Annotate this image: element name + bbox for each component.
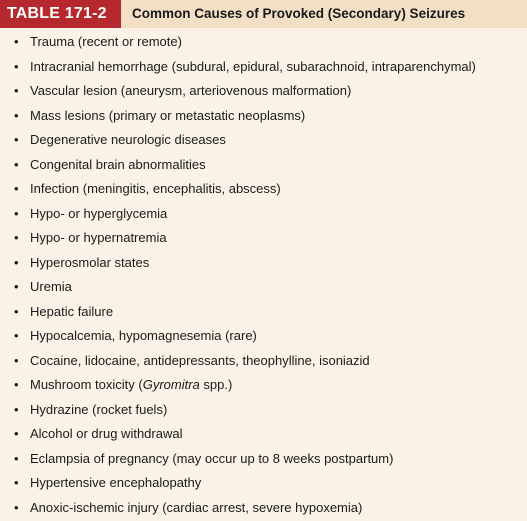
- cause-text: [30, 373, 232, 398]
- list-item: [0, 275, 527, 300]
- list-item: [0, 349, 527, 374]
- cause-text: Alcohol or drug withdrawal: [30, 426, 183, 441]
- bullet-icon: •: [14, 83, 19, 98]
- cause-text: Vascular lesion (aneurysm, arteriovenous malformation): [30, 83, 352, 98]
- cause-text: Eclampsia of pregnancy (may occur up to 8 weeks postpartum): [30, 450, 394, 466]
- bullet-icon: •: [14, 205, 19, 221]
- cause-text: Trauma (recent or remote): [30, 34, 182, 49]
- list-item: [0, 202, 527, 227]
- bullet-icon: •: [14, 254, 19, 270]
- bullet-icon: •: [14, 132, 19, 147]
- bullet-icon: •: [14, 401, 19, 417]
- bullet-icon: •: [14, 426, 19, 441]
- cause-text: Anoxic-ischemic injury (cardiac arrest, severe hypoxemia): [30, 499, 363, 515]
- cause-text: Hypo- or hypernatremia: [30, 230, 167, 245]
- cause-text: Uremia: [30, 279, 72, 294]
- cause-text: Hydrazine (rocket fuels): [30, 401, 168, 417]
- bullet-icon: •: [14, 499, 19, 515]
- list-item: [0, 496, 527, 521]
- table-number-tag: TABLE 171-2: [0, 0, 121, 28]
- bullet-icon: •: [14, 475, 19, 490]
- cause-text-prefix: Mushroom toxicity (: [30, 377, 143, 392]
- cause-text: Hypertensive encephalopathy: [30, 475, 202, 490]
- cause-text: Cocaine, lidocaine, antidepressants, theophylline, isoniazid: [30, 352, 370, 368]
- list-item: [0, 324, 527, 349]
- list-item: [0, 177, 527, 202]
- cause-text: Hyperosmolar states: [30, 254, 150, 270]
- list-item: [0, 55, 527, 80]
- list-item: [0, 398, 527, 423]
- table-title: Common Causes of Provoked (Secondary) Seizures: [132, 6, 466, 21]
- cause-text-suffix: spp.): [199, 377, 233, 392]
- cause-text-italic: Gyromitra: [142, 377, 200, 392]
- cause-text: Hypocalcemia, hypomagnesemia (rare): [30, 328, 257, 343]
- list-item: [0, 251, 527, 276]
- list-item: [0, 471, 527, 496]
- list-item: [0, 373, 527, 398]
- list-item: [0, 30, 527, 55]
- table-body: [0, 28, 527, 521]
- cause-text: Congenital brain abnormalities: [30, 156, 206, 172]
- list-item: [0, 447, 527, 472]
- list-item: [0, 422, 527, 447]
- cause-text: Hypo- or hyperglycemia: [30, 205, 168, 221]
- bullet-icon: •: [14, 450, 19, 466]
- cause-text: Hepatic failure: [30, 303, 114, 319]
- list-item: [0, 104, 527, 129]
- cause-text: Degenerative neurologic diseases: [30, 132, 226, 147]
- bullet-icon: •: [14, 58, 19, 74]
- table-header: [0, 0, 527, 28]
- list-item: [0, 79, 527, 104]
- cause-text: Mass lesions (primary or metastatic neoplasms): [30, 107, 306, 123]
- bullet-icon: •: [14, 34, 19, 49]
- bullet-icon: •: [14, 377, 19, 392]
- list-item: [0, 300, 527, 325]
- list-item: [0, 153, 527, 178]
- bullet-icon: •: [14, 303, 19, 319]
- cause-text: Infection (meningitis, encephalitis, abscess): [30, 181, 281, 196]
- bullet-icon: •: [14, 107, 19, 123]
- cause-text: Intracranial hemorrhage (subdural, epidural, subarachnoid, intraparenchymal): [30, 58, 476, 74]
- bullet-icon: •: [14, 328, 19, 343]
- causes-list: [0, 30, 527, 520]
- bullet-icon: •: [14, 230, 19, 245]
- bullet-icon: •: [14, 181, 19, 196]
- bullet-icon: •: [14, 279, 19, 294]
- list-item: [0, 128, 527, 153]
- list-item: [0, 226, 527, 251]
- bullet-icon: •: [14, 352, 19, 368]
- bullet-icon: •: [14, 156, 19, 172]
